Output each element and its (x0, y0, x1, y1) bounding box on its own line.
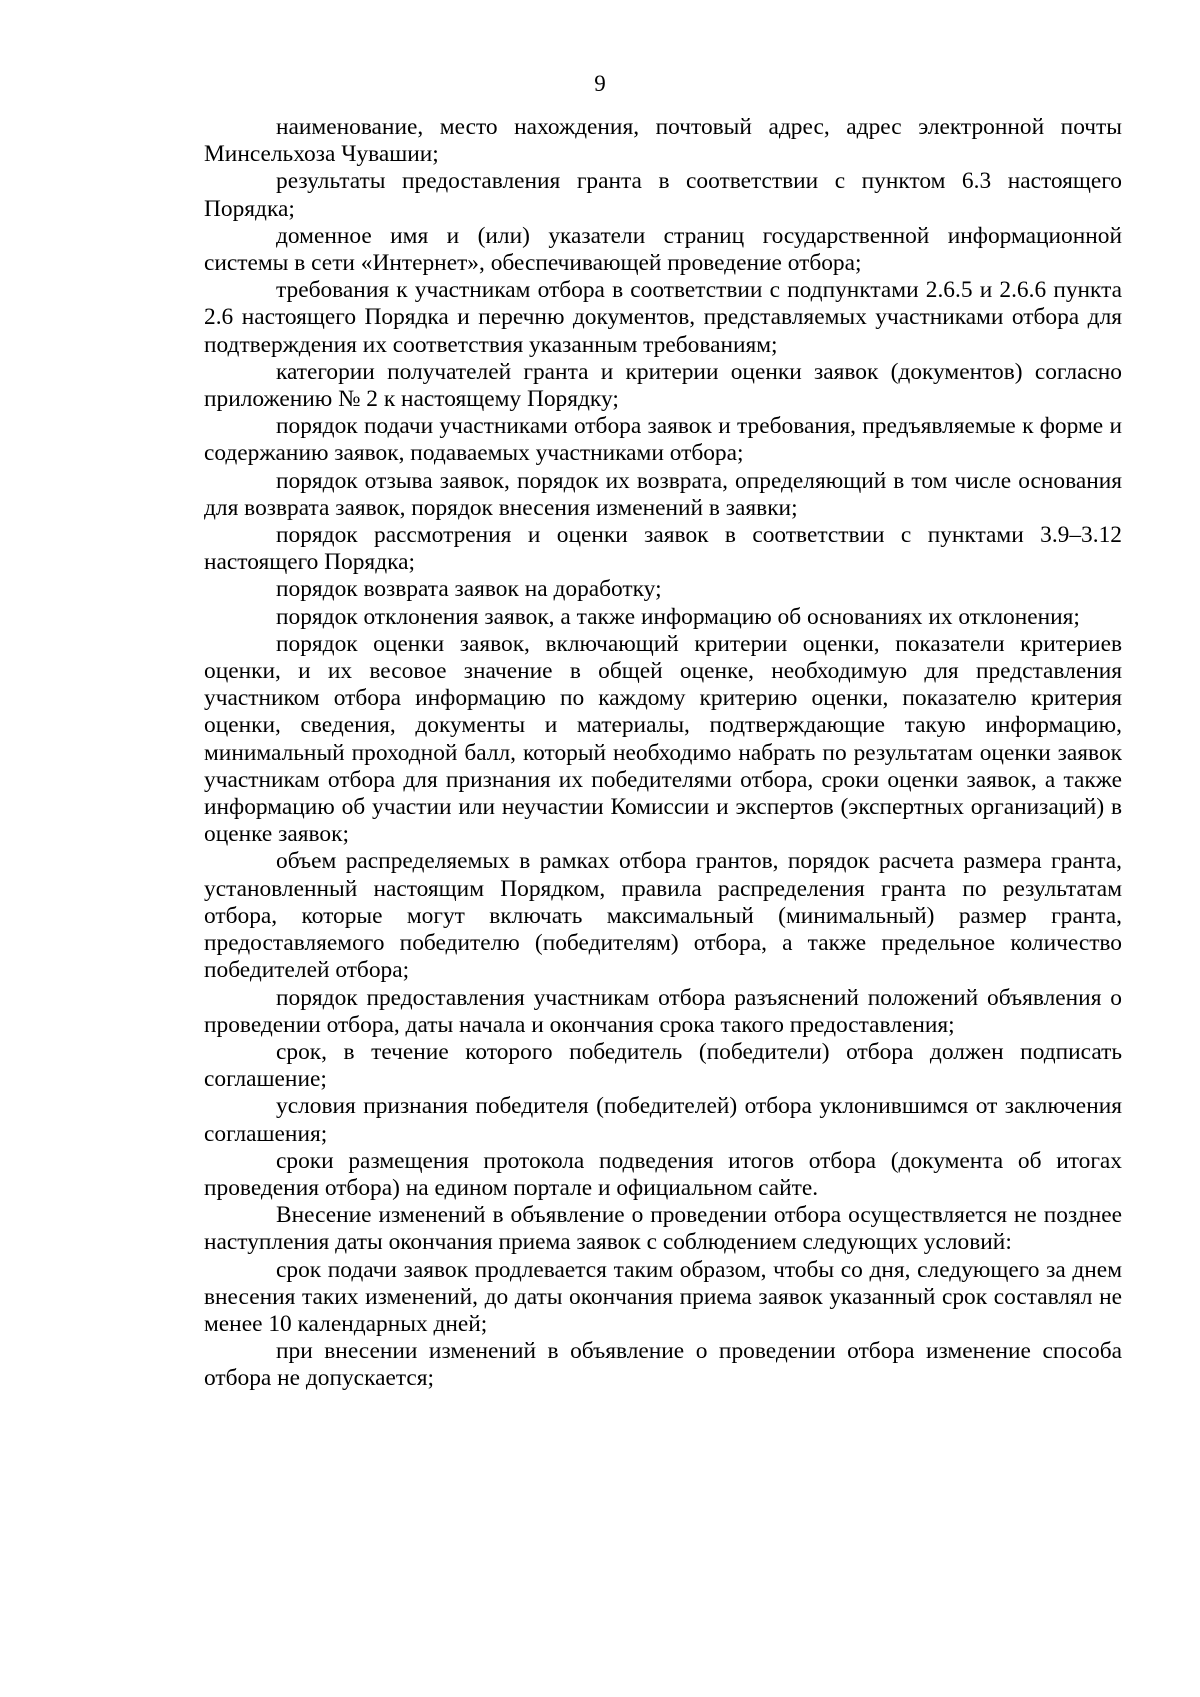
paragraph: срок подачи заявок продлевается таким образом, чтобы со дня, следующего за днем внесения таких изменений, до даты окончания приема заявок указанный срок составлял не менее 10 календарных дней; (204, 1256, 1122, 1337)
paragraph: доменное имя и (или) указатели страниц государственной информационной системы в сети «Интернет», обеспечивающей проведение отбора; (204, 222, 1122, 277)
paragraph: наименование, место нахождения, почтовый адрес, адрес электронной почты Минсельхоза Чувашии; (204, 114, 1122, 168)
paragraph: объем распределяемых в рамках отбора грантов, порядок расчета размера гранта, установленный настоящим Порядком, правила распределения гранта по результатам отбора, которые могут включать максимальный (минимальный) размер гранта, предоставляемого победителю (победителям) отбора, а также предельное количество победителей отбора; (204, 848, 1122, 984)
paragraph: требования к участникам отбора в соответствии с подпунктами 2.6.5 и 2.6.6 пункта 2.6 настоящего Порядка и перечню документов, представляемых участниками отбора для подтверждения их соответствия указанным требованиям; (204, 277, 1122, 358)
paragraph: порядок предоставления участникам отбора разъяснений положений объявления о проведении отбора, даты начала и окончания срока такого предоставления; (204, 984, 1122, 1038)
paragraph: порядок рассмотрения и оценки заявок в соответствии с пунктами 3.9–3.12 настоящего Порядка; (204, 522, 1122, 576)
document-body (204, 114, 1122, 1393)
paragraph: срок, в течение которого победитель (победители) отбора должен подписать соглашение; (204, 1038, 1122, 1093)
paragraph: порядок возврата заявок на доработку; (276, 576, 662, 603)
paragraph: порядок подачи участниками отбора заявок и требования, предъявляемые к форме и содержанию заявок, подаваемых участниками отбора; (204, 413, 1122, 467)
paragraph: при внесении изменений в объявление о проведении отбора изменение способа отбора не допускается; (204, 1338, 1122, 1392)
paragraph: результаты предоставления гранта в соответствии с пунктом 6.3 настоящего Порядка; (204, 168, 1122, 222)
paragraph: сроки размещения протокола подведения итогов отбора (документа об итогах проведения отбора) на едином портале и официальном сайте. (204, 1147, 1122, 1201)
paragraph: порядок оценки заявок, включающий критерии оценки, показатели критериев оценки, и их весовое значение в общей оценке, необходимую для представления участником отбора информацию по каждому критерию оценки, показателю критерия оценки, сведения, документы и материалы, подтверждающие такую информацию, минимальный проходной балл, который необходимо набрать по результатам оценки заявок участникам отбора для признания их победителями отбора, сроки оценки заявок, а также информацию об участии или неучастии Комиссии и экспертов (экспертных организаций) в оценке заявок; (204, 630, 1122, 848)
paragraph: категории получателей гранта и критерии оценки заявок (документов) согласно приложению № 2 к настоящему Порядку; (204, 358, 1122, 413)
paragraph: Внесение изменений в объявление о проведении отбора осуществляется не позднее наступления даты окончания приема заявок с соблюдением следующих условий: (204, 1202, 1122, 1256)
paragraph: порядок отклонения заявок, а также информацию об основаниях их отклонения; (276, 603, 1080, 630)
paragraph: порядок отзыва заявок, порядок их возврата, определяющий в том числе основания для возврата заявок, порядок внесения изменений в заявки; (204, 467, 1122, 521)
paragraph: условия признания победителя (победителей) отбора уклонившимся от заключения соглашения; (204, 1093, 1122, 1147)
page-number: 9 (594, 71, 606, 96)
